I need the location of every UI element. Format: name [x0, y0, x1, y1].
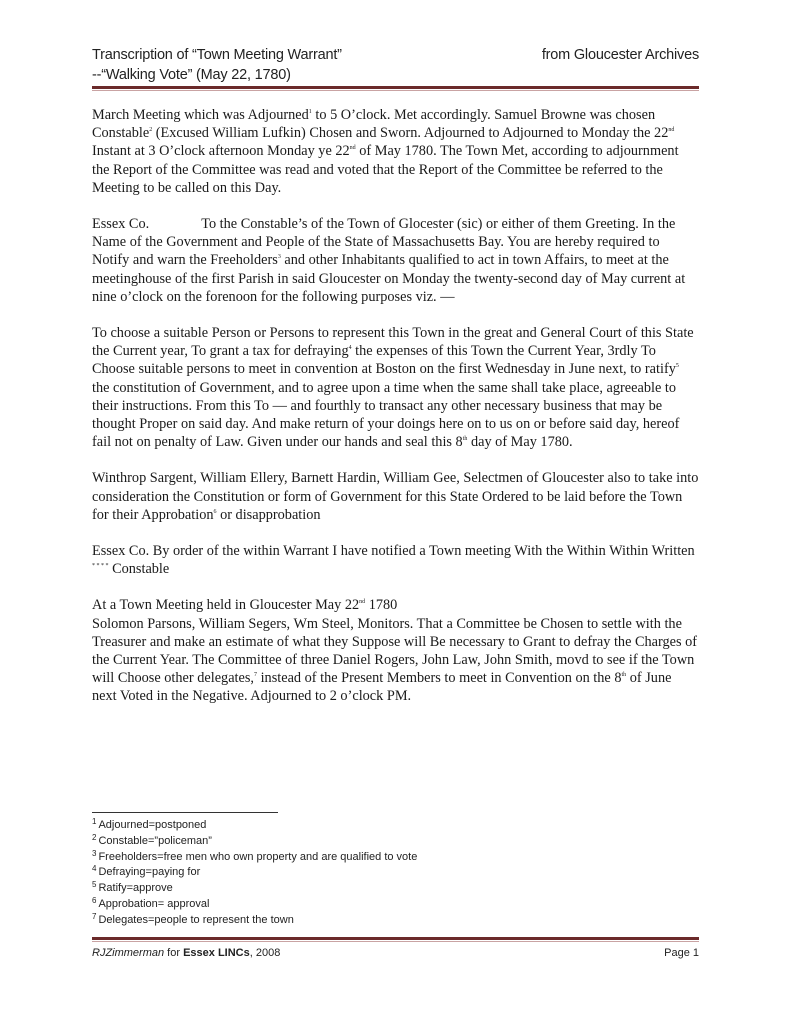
footnote-ref-4: 4 — [348, 345, 352, 352]
footnote-ref-1: 1 — [308, 109, 312, 115]
footer-credit: RJZimmerman for Essex LINCs, 2008 — [92, 947, 281, 959]
header-subtitle: --“Walking Vote” (May 22, 1780) — [92, 67, 291, 83]
page-footer — [92, 946, 699, 960]
document-body — [92, 106, 699, 724]
header-rule — [92, 86, 699, 91]
page-number: Page 1 — [664, 947, 699, 959]
paragraph-selectmen: Winthrop Sargent, William Ellery, Barnett Hardin, William Gee, Selectmen of Gloucester also to take into consideration the Constitution or form of Government for this State Ordered to be laid before the Town for their Approbation$^6$ or disapprobation — [92, 470, 699, 523]
footnote-separator — [92, 812, 278, 813]
footnote-item: $^5$ Ratify=approve — [92, 880, 173, 895]
footnote-ref-6: 6 — [213, 508, 217, 515]
page-header — [92, 45, 699, 85]
paragraph-town-meeting: At a Town Meeting held in Gloucester May 22nd 1780 Solomon Parsons, William Segers, Wm Steel, Monitors. That a Committee be Chosen to settle with the Treasurer and make an estimate of what they Suppose will Be necessary to Grant to defray the Charges of the Current Year. The Committee of three Daniel Rogers, John Law, John Smith, movd to see if the Town will Choose other delegates,$^7$ instead of the Present Members to meet in Convention on the 8th of June next Voted in the Negative. Adjourned to 2 o’clock PM. — [92, 597, 698, 705]
footnote-item: $^7$ Delegates=people to represent the town — [92, 911, 294, 926]
footnote-item: $^4$ Defraying=paying for — [92, 864, 201, 879]
footnote-ref-2: 2 — [149, 127, 153, 134]
footer-rule — [92, 937, 699, 942]
paragraph-warrant-greeting: Essex Co. To the Constable’s of the Town of Glocester (sic) or either of them Greeting. In the Name of the Government and People of the State of Massachusetts Bay. You are hereby required to Notify and warn the Freeholders$^3$ and other Inhabitants qualified to act in town Affairs, to meet at the meetinghouse of the first Parish in said Gloucester on Monday the twenty-second day of May current at nine o’clock on the forenoon for the following purposes viz. — — [92, 216, 686, 305]
footnotes-list — [92, 818, 699, 929]
footnote-item: $^1$ Adjourned=postponed — [92, 817, 207, 831]
header-source: from Gloucester Archives — [541, 47, 699, 63]
footnote-ref-7: 7 — [254, 672, 257, 679]
footnote-item: $^3$ Freeholders=free men who own property and are qualified to vote — [92, 848, 418, 863]
paragraph-march-meeting: March Meeting which was Adjourned$^1$ to 5 O’clock. Met accordingly. Samuel Browne was chosen Constable$^2$ (Excused William Lufkin) Chosen and Sworn. Adjourned to Adjourned to Monday the 22nd Instant at 3 O’clock afternoon Monday ye 22nd of May 1780. The Town Met, according to adjournment the Report of the Committee was read and voted that the Report of the Committee be referred to the Meeting to be called on this Day. — [92, 107, 679, 196]
footnote-ref-3: 3 — [277, 254, 281, 261]
footnote-item: $^6$ Approbation= approval — [92, 895, 210, 910]
header-title: Transcription of “Town Meeting Warrant” — [92, 47, 342, 63]
footnote-item: $^2$ Constable=”policeman” — [92, 832, 212, 847]
paragraph-purposes: To choose a suitable Person or Persons to represent this Town in the great and General Court of this State the Current year, To grant a tax for defraying$^4$ the expenses of this Town the Current Year, 3rdly To Choose suitable persons to meet in convention at Boston on the first Wednesday in June next, to ratify$^5$ the constitution of Government, and to agree upon a time when the same shall take place, agreeable to their instructions. From this To — and fourthly to transact any other necessary business that may be thought Proper on said day. And make return of your doings here on to us on or before said day, hereof fail not on penalty of Law. Given under our hands and seal this 8th day of May 1780. — [92, 325, 694, 451]
paragraph-constable-notice: Essex Co. By order of the within Warrant I have notified a Town meeting With the Within Within Written * * * * Constable — [92, 543, 695, 578]
footnote-ref-5: 5 — [675, 363, 679, 370]
